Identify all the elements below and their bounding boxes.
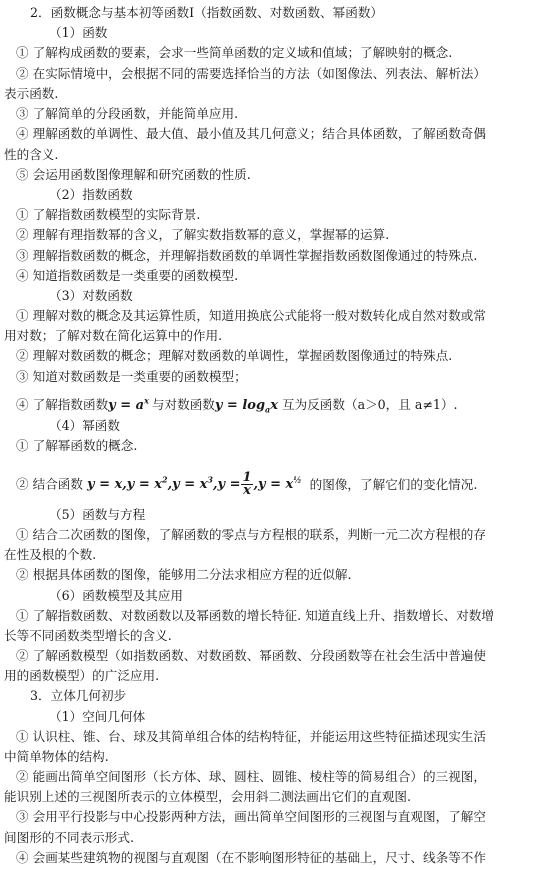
power-formula-reciprocal-fraction [241, 469, 252, 498]
s4-item-2-prefix: ② 结合函数 [16, 476, 83, 492]
s1-item-3: ③ 了解简单的分段函数，并能简单应用. [16, 106, 239, 121]
s1-item-1: ① 了解构成函数的要素，会求一些简单函数的定义域和值域；了解映射的概念. [16, 45, 453, 60]
s3-item-3: ③ 知道对数函数是一类重要的函数模型； [16, 369, 247, 384]
s3-item-4-suffix: 互为反函数（a＞0，且 a≠1）. [282, 397, 458, 412]
s1-item-2-line-1: ② 在实际情境中，会根据不同的需要选择恰当的方法（如图像法、列表法、解析法） [16, 66, 486, 81]
sec3-item-2-line-2: 能识别上述的三视图所表示的立体模型，会用斜二测法画出它们的直观图. [4, 789, 412, 804]
sec3-s1-heading: （1）空间几何体 [49, 709, 146, 724]
s3-heading: （3）对数函数 [49, 288, 133, 303]
sec3-item-4-line-1: ④ 会画某些建筑物的视图与直观图（在不影响图形特征的基础上，尺寸、线条等不作 [16, 850, 486, 865]
fraction-denominator: x [243, 482, 251, 498]
exp-formula-base: y = a [108, 398, 145, 413]
s2-item-1: ① 了解指数函数模型的实际背景. [16, 207, 201, 222]
s6-item-2-line-2: 用的函数模型）的广泛应用. [4, 668, 160, 683]
s3-item-4-middle: 与对数函数 [151, 397, 215, 412]
s3-item-4-prefix: ④ 了解指数函数 [16, 397, 109, 412]
s1-item-2-line-2: 表示函数. [4, 86, 59, 101]
s5-item-2: ② 根据具体函数的图像，能够用二分法求相应方程的近似解. [16, 567, 352, 582]
s4-item-1: ① 了解幂函数的概念. [16, 438, 138, 453]
power-formula-x2: y = x [126, 476, 163, 492]
power-formula-x3-exponent: 3 [207, 474, 213, 485]
fraction-numerator: 1 [242, 469, 252, 485]
power-formula-reciprocal-lhs: y = [217, 476, 241, 492]
sec3-item-1-line-2: 中简单物体的结构. [4, 749, 109, 764]
sec3-item-2-line-1: ② 能画出简单空间图形（长方体、球、圆柱、圆锥、棱柱等的简易组合）的三视图， [16, 769, 486, 784]
log-formula-base: a [265, 404, 271, 415]
power-formula-x3: y = x [172, 476, 208, 492]
power-formula-sqrt-exponent: ½ [293, 474, 302, 485]
s6-item-1-line-1: ① 了解指数函数、对数函数以及幂函数的增长特征. 知道直线上升、指数增长、对数增 [16, 608, 494, 623]
s2-item-4: ④ 知道指数函数是一类重要的函数模型. [16, 268, 239, 283]
power-formula-x: y = x, [86, 476, 127, 492]
s2-heading: （2）指数函数 [49, 187, 133, 202]
logarithm-formula [215, 398, 278, 413]
s4-item-2 [16, 464, 477, 505]
power-formula-x2-exponent: 2 [162, 474, 168, 485]
sec3-item-3-line-2: 间图形的不同表示形式. [4, 830, 134, 845]
sec3-item-1-line-1: ① 认识柱、锥、台、球及其简单组合体的结构特征，并能运用这些特征描述现实生活 [16, 729, 486, 744]
log-formula-argument: x [270, 398, 278, 413]
s4-heading: （4）幂函数 [49, 418, 120, 433]
s1-heading: （1）函数 [49, 25, 108, 40]
power-functions-formula: $y = x,y = x^2,y = x^3,y$ = $\frac{1}{x}$ $,y = x^{\frac{1}{2}}$ [86, 469, 302, 498]
s3-item-1-line-1: ① 理解对数的概念及其运算性质，知道用换底公式能将一般对数转化成自然对数或常 [16, 308, 486, 323]
exponential-formula [108, 395, 149, 413]
log-formula-main: y = log [214, 398, 266, 413]
s6-item-1-line-2: 长等不同函数类型增长的含义. [4, 628, 172, 643]
s3-item-4 [16, 393, 458, 418]
power-formula-sqrt: y = x [258, 476, 294, 492]
s2-item-2: ② 理解有理指数幂的含义，了解实数指数幂的意义，掌握幂的运算. [16, 227, 390, 242]
s6-item-2-line-1: ② 了解函数模型（如指数函数、对数函数、幂函数、分段函数等在社会生活中普遍使 [16, 648, 486, 663]
s1-item-4-line-1: ④ 理解函数的单调性、最大值、最小值及其几何意义；结合具体函数，了解函数奇偶 [16, 126, 486, 141]
s2-item-3: ③ 理解指数函数的概念，并理解指数函数的单调性掌握指数函数图像通过的特殊点. [16, 248, 478, 263]
exp-formula-exponent: x [144, 395, 149, 406]
s5-item-1-line-1: ① 结合二次函数的图像，了解函数的零点与方程根的联系，判断一元二次方程根的存 [16, 527, 486, 542]
section-3-title: 3．立体几何初步 [30, 688, 127, 703]
s3-item-1-line-2: 用对数；了解对数在简化运算中的作用. [4, 328, 223, 343]
s3-item-2: ② 理解对数函数的概念；理解对数函数的单调性，掌握函数图像通过的特殊点. [16, 348, 453, 363]
s1-item-4-line-2: 性的含义. [4, 147, 59, 162]
section-2-title: 2．函数概念与基本初等函数Ⅰ（指数函数、对数函数、幂函数） [30, 5, 384, 20]
s5-heading: （5）函数与方程 [49, 507, 146, 522]
s6-heading: （6）函数模型及其应用 [49, 588, 183, 603]
s4-item-2-suffix: 的图像，了解它们的变化情况. [309, 476, 478, 492]
s5-item-1-line-2: 在性及根的个数. [4, 547, 97, 562]
s1-item-5: ⑤ 会运用函数图像理解和研究函数的性质. [16, 167, 251, 182]
sec3-item-3-line-1: ③ 会用平行投影与中心投影两种方法，画出简单空间图形的三视图与直观图，了解空 [16, 809, 486, 824]
